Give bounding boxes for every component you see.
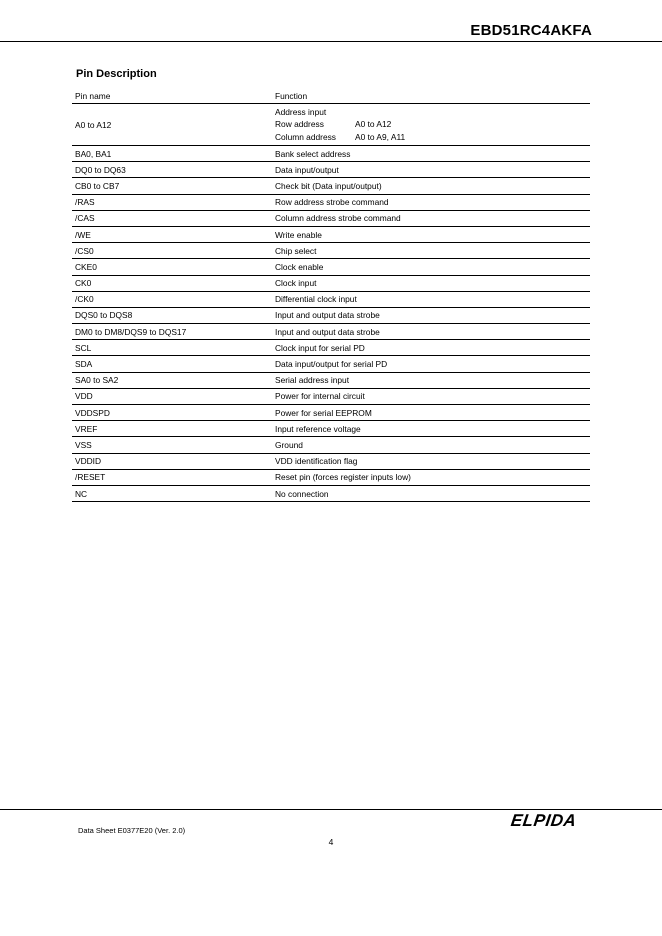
table-row: [72, 259, 590, 275]
function-cell: Reset pin (forces register inputs low): [272, 469, 590, 485]
function-cell: Clock enable: [272, 259, 590, 275]
pin-name-cell: DQ0 to DQ63: [72, 162, 272, 178]
function-cell: Chip select: [272, 243, 590, 259]
table-row: [72, 178, 590, 194]
pin-name-cell: CKE0: [72, 259, 272, 275]
function-cell: Differential clock input: [272, 291, 590, 307]
pin-name-cell: BA0, BA1: [72, 146, 272, 162]
column-header-pin-name: Pin name: [72, 88, 272, 104]
document-part-number: EBD51RC4AKFA: [470, 22, 592, 39]
pin-name-cell: DQS0 to DQS8: [72, 307, 272, 323]
table-row: [72, 469, 590, 485]
pin-name-cell: DM0 to DM8/DQS9 to DQS17: [72, 324, 272, 340]
function-cell: VDD identification flag: [272, 453, 590, 469]
pin-name-cell: SA0 to SA2: [72, 372, 272, 388]
function-value: A0 to A9, A11: [355, 131, 406, 142]
function-cell: Row address strobe command: [272, 194, 590, 210]
function-cell: Power for serial EEPROM: [272, 405, 590, 421]
function-cell: Input reference voltage: [272, 421, 590, 437]
pin-name-cell: VSS: [72, 437, 272, 453]
pin-name-cell: /RAS: [72, 194, 272, 210]
function-cell: Ground: [272, 437, 590, 453]
pin-name-cell: SCL: [72, 340, 272, 356]
pin-name-cell: VREF: [72, 421, 272, 437]
function-cell: Write enable: [272, 226, 590, 242]
table-row: [72, 226, 590, 242]
table-row: [72, 388, 590, 404]
table-row-address: [72, 104, 590, 146]
function-cell: Clock input for serial PD: [272, 340, 590, 356]
table-row: [72, 162, 590, 178]
function-cell: No connection: [272, 485, 590, 501]
table-row: [72, 275, 590, 291]
pin-name-cell: CB0 to CB7: [72, 178, 272, 194]
function-cell: Data input/output for serial PD: [272, 356, 590, 372]
pin-name-cell: VDD: [72, 388, 272, 404]
table-row: [72, 356, 590, 372]
table-header-row: [72, 88, 590, 104]
pin-name-cell: /WE: [72, 226, 272, 242]
function-cell: Clock input: [272, 275, 590, 291]
pin-name-cell: /CAS: [72, 210, 272, 226]
pin-name-cell: SDA: [72, 356, 272, 372]
table-row: [72, 194, 590, 210]
table-row: [72, 485, 590, 501]
function-cell: Serial address input: [272, 372, 590, 388]
table-row: [72, 243, 590, 259]
page-number: 4: [328, 837, 334, 847]
pin-description-table: [72, 88, 590, 502]
function-cell: Input and output data strobe: [272, 307, 590, 323]
function-cell: Check bit (Data input/output): [272, 178, 590, 194]
section-title: Pin Description: [76, 68, 157, 80]
pin-name-cell: CK0: [72, 275, 272, 291]
pin-name-cell: /CK0: [72, 291, 272, 307]
function-line: [275, 118, 590, 131]
table-row: [72, 291, 590, 307]
table-row: [72, 210, 590, 226]
pin-name-cell: NC: [72, 485, 272, 501]
table-row: [72, 324, 590, 340]
elpida-logo: ELPIDA: [509, 811, 578, 830]
function-cell: Column address strobe command: [272, 210, 590, 226]
table-row: [72, 421, 590, 437]
function-cell: Bank select address: [272, 146, 590, 162]
table-row: [72, 340, 590, 356]
column-header-function: Function: [272, 88, 590, 104]
table-row: [72, 372, 590, 388]
pin-name-cell: A0 to A12: [72, 104, 272, 146]
pin-name-cell: VDDID: [72, 453, 272, 469]
function-label: Address input: [275, 106, 327, 117]
table-row: [72, 307, 590, 323]
table-row: [72, 453, 590, 469]
footer-document-id: Data Sheet E0377E20 (Ver. 2.0): [78, 826, 186, 835]
table-row: [72, 146, 590, 162]
function-label: Column address: [275, 131, 336, 142]
function-value: A0 to A12: [355, 119, 392, 130]
function-cell: Power for internal circuit: [272, 388, 590, 404]
function-cell: Input and output data strobe: [272, 324, 590, 340]
pin-name-cell: VDDSPD: [72, 405, 272, 421]
header-divider: [0, 41, 662, 42]
function-line: [275, 131, 590, 144]
table-row: [72, 405, 590, 421]
function-label: Row address: [275, 119, 324, 130]
table-row: [72, 437, 590, 453]
function-cell: Data input/output: [272, 162, 590, 178]
function-cell: [272, 104, 590, 146]
footer-divider: [0, 809, 662, 810]
function-line: [275, 106, 590, 119]
pin-name-cell: /RESET: [72, 469, 272, 485]
pin-name-cell: /CS0: [72, 243, 272, 259]
